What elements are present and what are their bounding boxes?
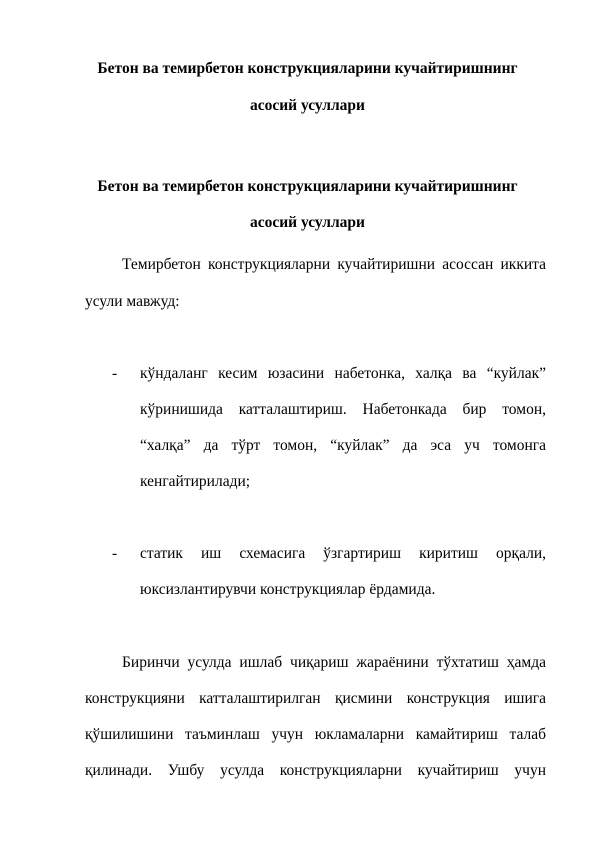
paragraph-2-line-4: қилинади. Ушбу усулда конструкцияларни кучайтириш учун [85, 762, 546, 779]
list-item-1-line-4: кенгайтирилади; [140, 473, 251, 490]
paragraph-2-line-1: Биринчи усулда ишлаб чиқариш жараёнини тўхтатиш ҳамда [122, 654, 546, 671]
heading-1-line-1: Бетон ва темирбетон конструкцияларини кучайтиришнинг [97, 60, 518, 77]
list-item-2-line-2: юксизлантирувчи конструкциялар ёрдамида. [140, 581, 436, 598]
list-item-2-marker: - [112, 545, 118, 562]
list-item-1-line-2: кўринишида катталаштириш. Набетонкада бир томон, [140, 401, 546, 418]
heading-2-line-2: асосий усуллари [249, 214, 365, 231]
paragraph-1-line-1: Темирбетон конструкцияларни кучайтиришни асоссан иккита [122, 256, 546, 273]
paragraph-2-line-2: конструкцияни катталаштирилган қисмини конструкция ишига [85, 690, 546, 707]
list-item-1-marker: - [112, 365, 118, 382]
paragraph-1-line-2: усули мавжуд: [85, 293, 180, 310]
paragraph-2-line-3: қўшилишини таъминлаш учун юкламаларни камайтириш талаб [85, 726, 546, 743]
heading-1-line-2: асосий усуллари [249, 97, 365, 114]
list-item-1-line-1: кўндаланг кесим юзасини набетонка, халқа ва “куйлак” [140, 365, 546, 382]
heading-2-line-1: Бетон ва темирбетон конструкцияларини кучайтиришнинг [97, 178, 518, 195]
list-item-1-line-3: “халқа” да тўрт томон, “куйлак” да эса уч томонга [140, 437, 546, 454]
list-item-2-line-1: статик иш схемасига ўзгартириш киритиш орқали, [140, 545, 546, 562]
